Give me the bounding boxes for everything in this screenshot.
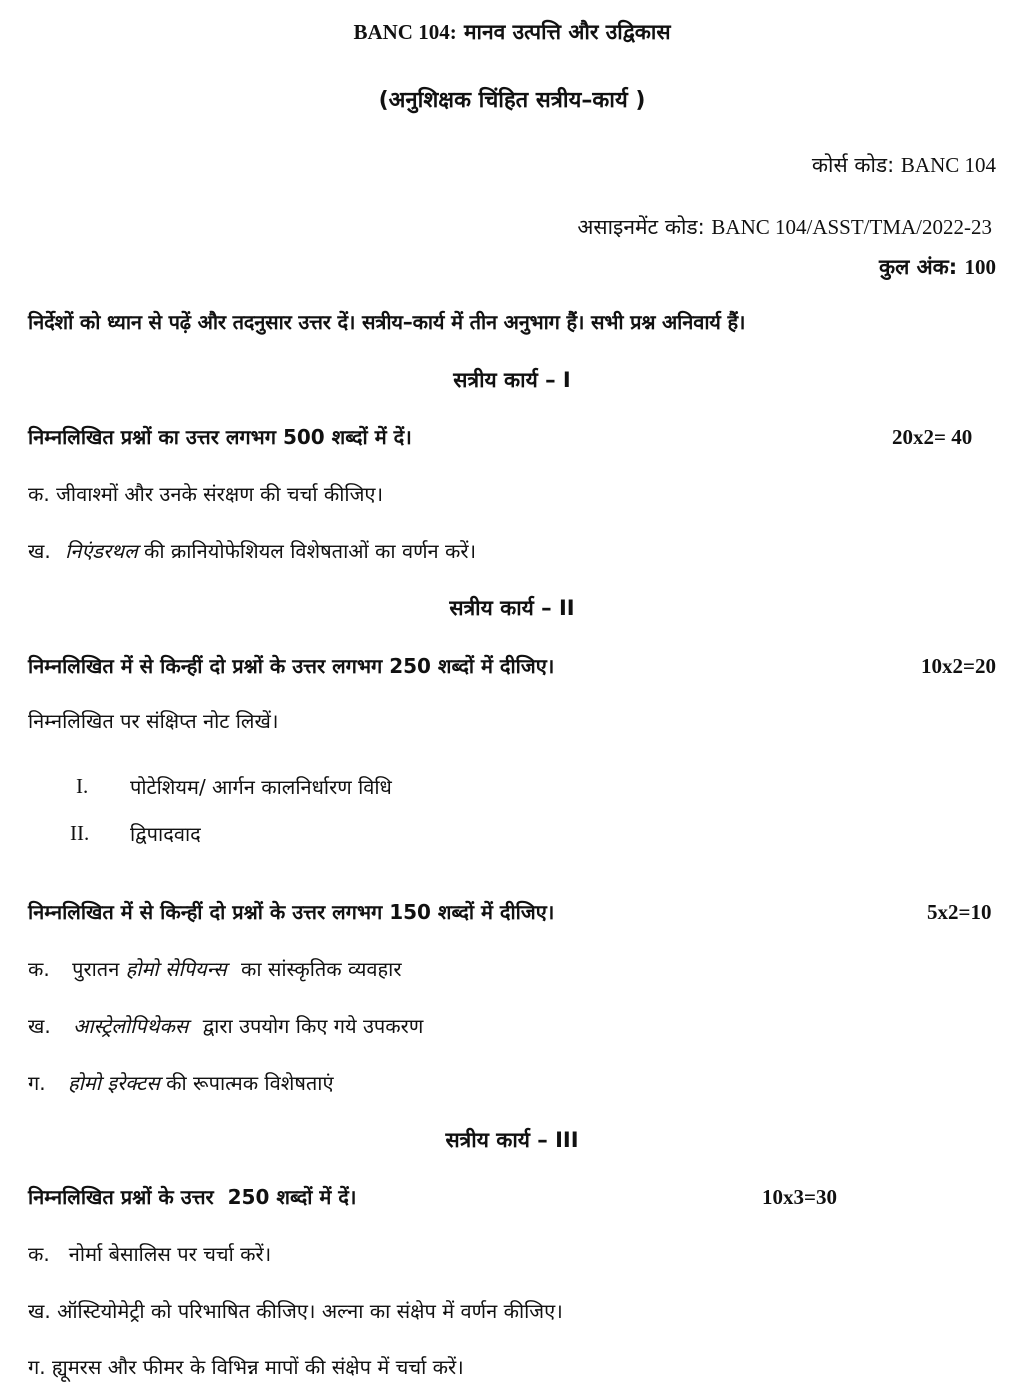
question-text: की क्रानियोफेशियल विशेषताओं का वर्णन करें। — [144, 539, 477, 563]
term-neanderthal: निएंडरथल — [65, 539, 138, 563]
section-3-marks: 10x3=30 — [762, 1185, 837, 1209]
term-homo-sapiens: होमो सेपियन्स — [125, 957, 227, 981]
assignment-code-label: असाइनमेंट कोड: — [577, 215, 705, 239]
question-text: पुरातन — [72, 957, 120, 981]
list-item-1: पोटेशियम/ आर्गन कालनिर्धारण विधि — [130, 775, 392, 799]
section-2b-question-2 — [28, 1012, 423, 1039]
section-1-question-2 — [28, 537, 476, 564]
total-marks-label: कुल अंक: — [878, 255, 958, 279]
total-marks — [879, 253, 996, 281]
section-2b-instruction: निम्नलिखित में से किन्हीं दो प्रश्नों के उत्तर लगभग 150 शब्दों में दीजिए। — [28, 900, 555, 924]
section-1-question-1: क. जीवाश्मों और उनके संरक्षण की चर्चा कीजिए। — [28, 482, 384, 506]
section-3-question-3: ग. ह्यूमरस और फीमर के विभिन्न मापों की संक्षेप में चर्चा करें। — [28, 1355, 464, 1379]
list-number-2: II. — [70, 821, 90, 845]
question-text: की रूपात्मक विशेषताएं — [166, 1071, 334, 1095]
assignment-code — [577, 213, 992, 241]
section-1-marks: 20x2= 40 — [892, 425, 973, 449]
title-text: मानव उत्पत्ति और उद्विकास — [464, 20, 671, 44]
section-2b-marks: 5x2=10 — [927, 900, 992, 924]
list-number-1: I. — [76, 774, 89, 798]
question-text: द्वारा उपयोग किए गये उपकरण — [202, 1014, 424, 1038]
term-australopithecus: आस्ट्रेलोपिथेकस — [73, 1014, 189, 1038]
section-2a-instruction: निम्नलिखित में से किन्हीं दो प्रश्नों के उत्तर लगभग 250 शब्दों में दीजिए। — [28, 654, 555, 678]
course-code — [812, 151, 996, 179]
instructions: निर्देशों को ध्यान से पढ़ें और तदनुसार उत्तर दें। सत्रीय–कार्य में तीन अनुभाग हैं। सभी प्रश्न अनिवार्य हैं। — [28, 310, 746, 334]
section-2b-question-3 — [28, 1069, 334, 1096]
section-3-instruction: निम्नलिखित प्रश्नों के उत्तर 250 शब्दों में दें। — [28, 1185, 357, 1209]
section-1-instruction: निम्नलिखित प्रश्नों का उत्तर लगभग 500 शब्दों में दें। — [28, 425, 412, 449]
question-prefix: ख. — [28, 1014, 51, 1038]
section-2a-marks: 10x2=20 — [921, 654, 996, 678]
question-prefix: ख. — [28, 539, 51, 563]
total-marks-value: 100 — [964, 255, 996, 279]
assignment-code-value: BANC 104/ASST/TMA/2022-23 — [711, 215, 992, 239]
title-course-code: BANC 104: — [353, 20, 457, 44]
section-2b-question-1 — [28, 955, 402, 982]
section-2-heading: सत्रीय कार्य – II — [449, 596, 575, 620]
question-prefix: ग. — [28, 1071, 46, 1095]
list-item-2: द्विपादवाद — [130, 822, 201, 846]
term-homo-erectus: होमो इरेक्टस — [67, 1071, 160, 1095]
document-title — [0, 18, 1024, 46]
course-code-label: कोर्स कोड: — [811, 153, 895, 177]
section-1-heading: सत्रीय कार्य – I — [453, 368, 571, 392]
section-3-heading: सत्रीय कार्य – III — [445, 1128, 579, 1152]
question-prefix: क. — [28, 957, 50, 981]
document-subtitle: (अनुशिक्षक चिंहित सत्रीय–कार्य ) — [378, 88, 646, 113]
section-3-question-2: ख. ऑस्टियोमेट्री को परिभाषित कीजिए। अल्ना का संक्षेप में वर्णन कीजिए। — [28, 1299, 563, 1323]
section-3-question-1: क. नोर्मा बेसालिस पर चर्चा करें। — [28, 1242, 272, 1266]
section-2a-lead: निम्नलिखित पर संक्षिप्त नोट लिखें। — [28, 709, 279, 733]
course-code-value: BANC 104 — [900, 153, 996, 177]
question-text: का सांस्कृतिक व्यवहार — [240, 957, 402, 981]
